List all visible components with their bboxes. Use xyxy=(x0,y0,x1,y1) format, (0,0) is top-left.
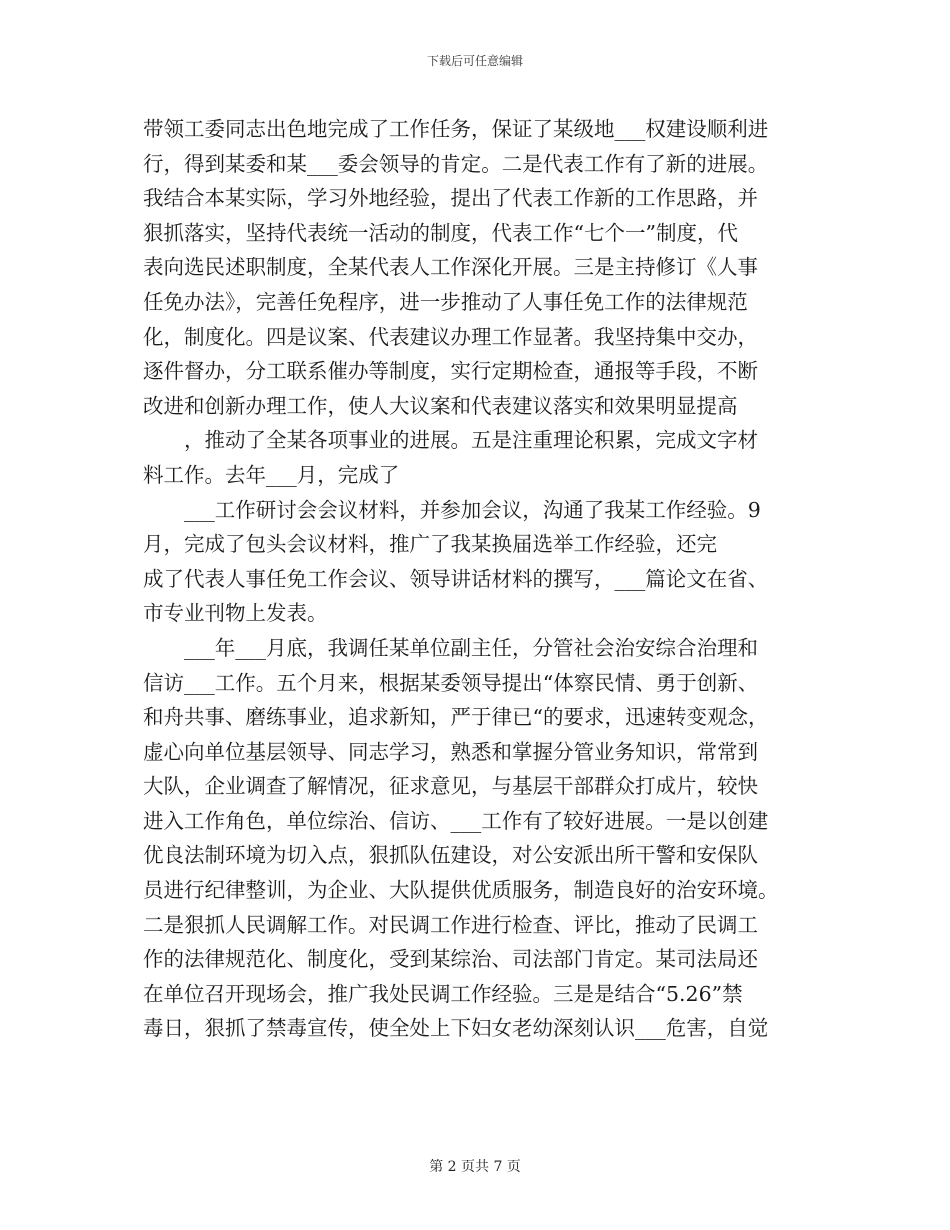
page-footer: 第 2 页共 7 页 xyxy=(429,1159,521,1175)
text-line: 市专业刊物上发表。 xyxy=(143,601,328,626)
text-line: 优良法制环境为切入点，狠抓队伍建设，对公安派出所干警和安保队 xyxy=(143,843,758,868)
text-line: 信访___工作。五个月来，根据某委领导提出“体察民情、勇于创新、 xyxy=(143,670,759,695)
text-line: 化，制度化。四是议案、代表建议办理工作显著。我坚持集中交办， xyxy=(143,324,758,349)
text-line: ___工作研讨会会议材料，并参加会议，沟通了我某工作经验。9 xyxy=(184,497,761,522)
text-line: 改进和创新办理工作，使人大议案和代表建议落实和效果明显提高 xyxy=(143,393,738,418)
text-line: 狠抓落实，坚持代表统一活动的制度，代表工作“七个一”制度，代 xyxy=(143,220,738,245)
text-line: 行，得到某委和某___委会领导的肯定。二是代表工作有了新的进展。 xyxy=(143,151,769,176)
text-line: 和舟共事、磨练事业，追求新知，严于律已“的要求，迅速转变观念， xyxy=(143,705,769,730)
text-line: 在单位召开现场会，推广我处民调工作经验。三是是结合“5.26”禁 xyxy=(143,981,743,1006)
text-line: ___年___月底，我调任某单位副主任，分管社会治安综合治理和 xyxy=(184,635,758,660)
text-line: 料工作。去年___月，完成了 xyxy=(143,462,400,487)
page-header: 下载后可任意编辑 xyxy=(426,54,523,68)
text-line: ，推动了全某各项事业的进展。五是注重理论积累，完成文字材 xyxy=(184,428,758,453)
text-line: 二是狠抓人民调解工作。对民调工作进行检查、评比，推动了民调工 xyxy=(143,912,758,937)
text-line: 进入工作角色，单位综治、信访、___工作有了较好进展。一是以创建 xyxy=(143,808,769,833)
document-body xyxy=(143,112,807,1046)
text-line: 任免办法》，完善任免程序，进一步推动了人事任免工作的法律规范 xyxy=(143,289,748,314)
text-line: 员进行纪律整训，为企业、大队提供优质服务，制造良好的治安环境。 xyxy=(143,878,779,903)
text-line: 我结合本某实际，学习外地经验，提出了代表工作新的工作思路，并 xyxy=(143,186,758,211)
text-line: 毒日，狠抓了禁毒宣传，使全处上下妇女老幼深刻认识___危害，自觉 xyxy=(143,1016,769,1041)
text-line: 大队，企业调查了解情况，征求意见，与基层干部群众打成片，较快 xyxy=(143,774,758,799)
text-line: 虚心向单位基层领导、同志学习，熟悉和掌握分管业务知识，常常到 xyxy=(143,739,758,764)
text-line: 月，完成了包头会议材料，推广了我某换届选举工作经验，还完 xyxy=(143,532,717,557)
text-line: 成了代表人事任免工作会议、领导讲话材料的撰写，___篇论文在省、 xyxy=(143,566,769,591)
text-line: 带领工委同志出色地完成了工作任务，保证了某级地___权建设顺利进 xyxy=(143,117,769,141)
text-line: 表向选民述职制度，全某代表人工作深化开展。三是主持修订《人事 xyxy=(143,255,758,280)
text-line: 作的法律规范化、制度化，受到某综治、司法部门肯定。某司法局还 xyxy=(143,947,758,972)
text-line: 逐件督办，分工联系催办等制度，实行定期检查，通报等手段，不断 xyxy=(143,359,758,384)
